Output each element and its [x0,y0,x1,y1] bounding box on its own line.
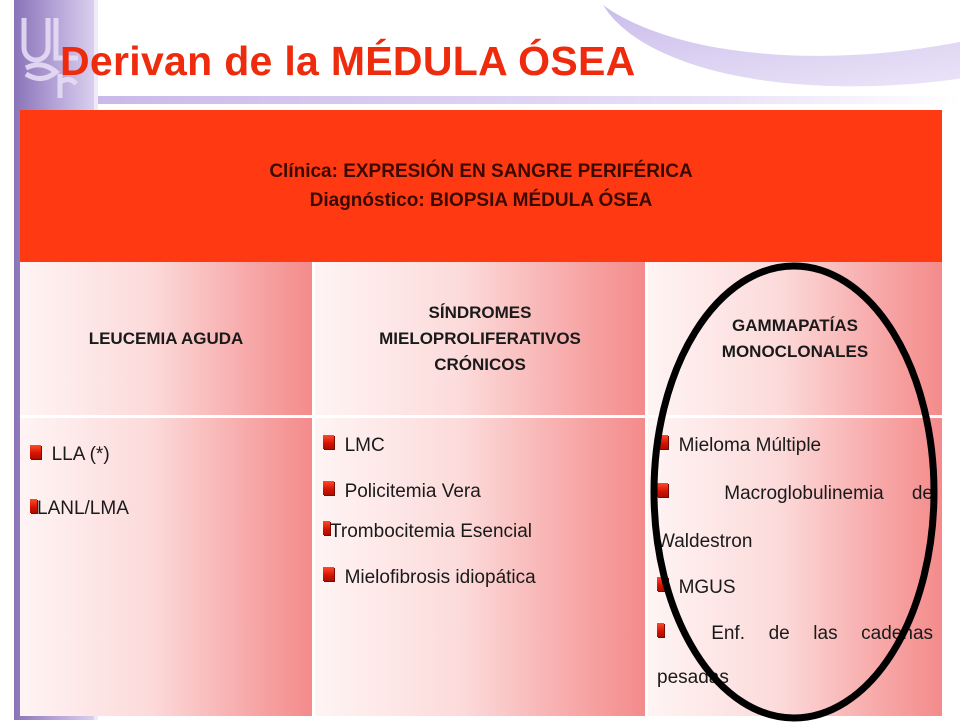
column-heading-sindromes [315,262,645,416]
header-line-diagnostico: Diagnóstico: BIOPSIA MÉDULA ÓSEA [309,190,653,211]
list-item-continuation: Waldestron [657,531,753,552]
list-item: Enf. de las cadenas [657,622,933,666]
column-heading-leucemia [20,262,312,416]
heading-line: CRÓNICOS [434,355,526,374]
square-bullet-icon [323,567,334,581]
list-item: Policitemia Vera [323,480,536,520]
list-item-continuation: pesadas [657,667,729,688]
slide-title: Derivan de la MÉDULA ÓSEA [60,38,636,84]
heading-leucemia-aguda: LEUCEMIA AGUDA [88,329,244,348]
heading-line: SÍNDROMES [428,303,532,322]
square-bullet-icon [30,445,41,459]
list-item: Mielofibrosis idiopática [323,566,536,590]
heading-line: MONOCLONALES [721,342,869,361]
list-item: Mieloma Múltiple [657,434,933,482]
list-sindromes [323,434,536,590]
square-bullet-icon [323,481,334,495]
list-item: LANL/LMA [30,498,129,520]
header-line-clinica: Clínica: EXPRESIÓN EN SANGRE PERIFÉRICA [269,161,693,182]
square-bullet-icon [323,435,334,449]
list-item: LMC [323,434,536,480]
list-leucemia [30,444,129,520]
list-item: Trombocitemia Esencial [323,520,536,566]
column-leucemia-aguda [20,262,312,716]
highlight-ellipse [640,256,952,726]
list-item: MGUS [657,576,933,622]
heading-line: MIELOPROLIFERATIVOS [379,329,581,348]
column-sindromes-mieloproliferativos [315,262,645,716]
list-item: Macroglobulinemia de [657,482,933,530]
list-item: LLA (*) [30,444,129,498]
square-bullet-icon [30,499,37,513]
heading-line: GAMMAPATÍAS [732,316,858,335]
square-bullet-icon [323,521,330,535]
title-divider [98,96,960,104]
table-header [20,110,942,262]
